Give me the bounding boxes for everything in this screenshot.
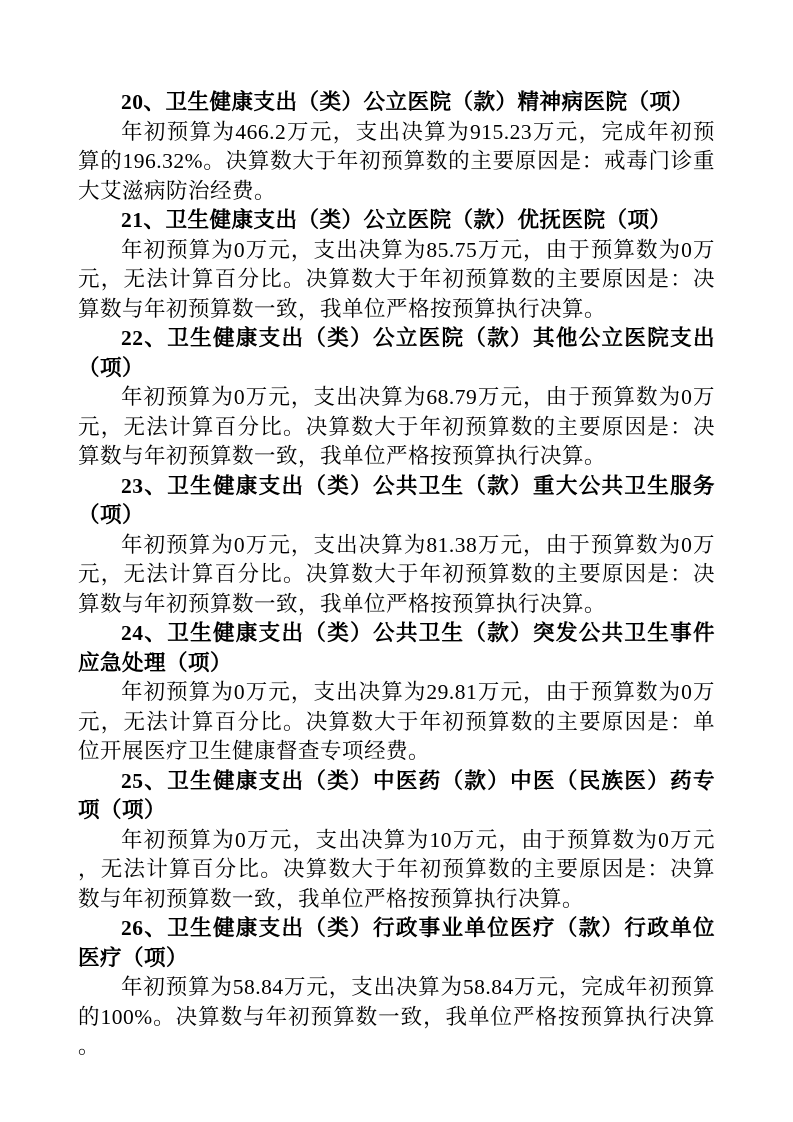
section-body: 年初预算为0万元，支出决算为81.38万元，由于预算数为0万元，无法计算百分比。决算数大于年初预算数的主要原因是：决算数与年初预算数一致，我单位严格按预算执行决算。	[78, 532, 715, 616]
section-body: 年初预算为0万元，支出决算为29.81万元，由于预算数为0万元，无法计算百分比。决算数大于年初预算数的主要原因是：单位开展医疗卫生健康督查专项经费。	[78, 680, 715, 763]
section-body: 年初预算为0万元，支出决算为68.79万元，由于预算数为0万元，无法计算百分比。决算数大于年初预算数的主要原因是：决算数与年初预算数一致，我单位严格按预算执行决算。	[78, 385, 715, 468]
section-heading: 21、卫生健康支出（类）公立医院（款）优抚医院（项）	[121, 208, 672, 232]
section-heading: 25、卫生健康支出（类）中医药（款）中医（民族医）药专项（项）	[78, 768, 715, 822]
budget-section-20	[78, 88, 715, 206]
section-heading: 26、卫生健康支出（类）行政事业单位医疗（款）行政单位医疗（项）	[78, 916, 715, 970]
budget-section-24	[78, 619, 715, 767]
budget-section-23	[78, 472, 715, 620]
budget-section-21	[78, 206, 715, 324]
section-body: 年初预算为466.2万元，支出决算为915.23万元，完成年初预算的196.32%。决算数大于年初预算数的主要原因是：戒毒门诊重大艾滋病防治经费。	[78, 119, 715, 203]
section-heading: 22、卫生健康支出（类）公立医院（款）其他公立医院支出（项）	[78, 326, 715, 380]
budget-section-22	[78, 324, 715, 472]
budget-section-26	[78, 914, 715, 1062]
budget-section-25	[78, 767, 715, 915]
section-heading: 23、卫生健康支出（类）公共卫生（款）重大公共卫生服务（项）	[78, 473, 715, 527]
section-body: 年初预算为58.84万元，支出决算为58.84万元，完成年初预算的100%。决算数与年初预算数一致，我单位严格按预算执行决算。	[78, 975, 715, 1058]
section-heading: 20、卫生健康支出（类）公立医院（款）精神病医院（项）	[121, 90, 694, 114]
section-heading: 24、卫生健康支出（类）公共卫生（款）突发公共卫生事件应急处理（项）	[78, 621, 715, 675]
section-body: 年初预算为0万元，支出决算为10万元，由于预算数为0万元，无法计算百分比。决算数大于年初预算数的主要原因是：决算数与年初预算数一致，我单位严格按预算执行决算。	[78, 827, 715, 911]
section-body: 年初预算为0万元，支出决算为85.75万元，由于预算数为0万元，无法计算百分比。决算数大于年初预算数的主要原因是：决算数与年初预算数一致，我单位严格按预算执行决算。	[78, 237, 715, 321]
